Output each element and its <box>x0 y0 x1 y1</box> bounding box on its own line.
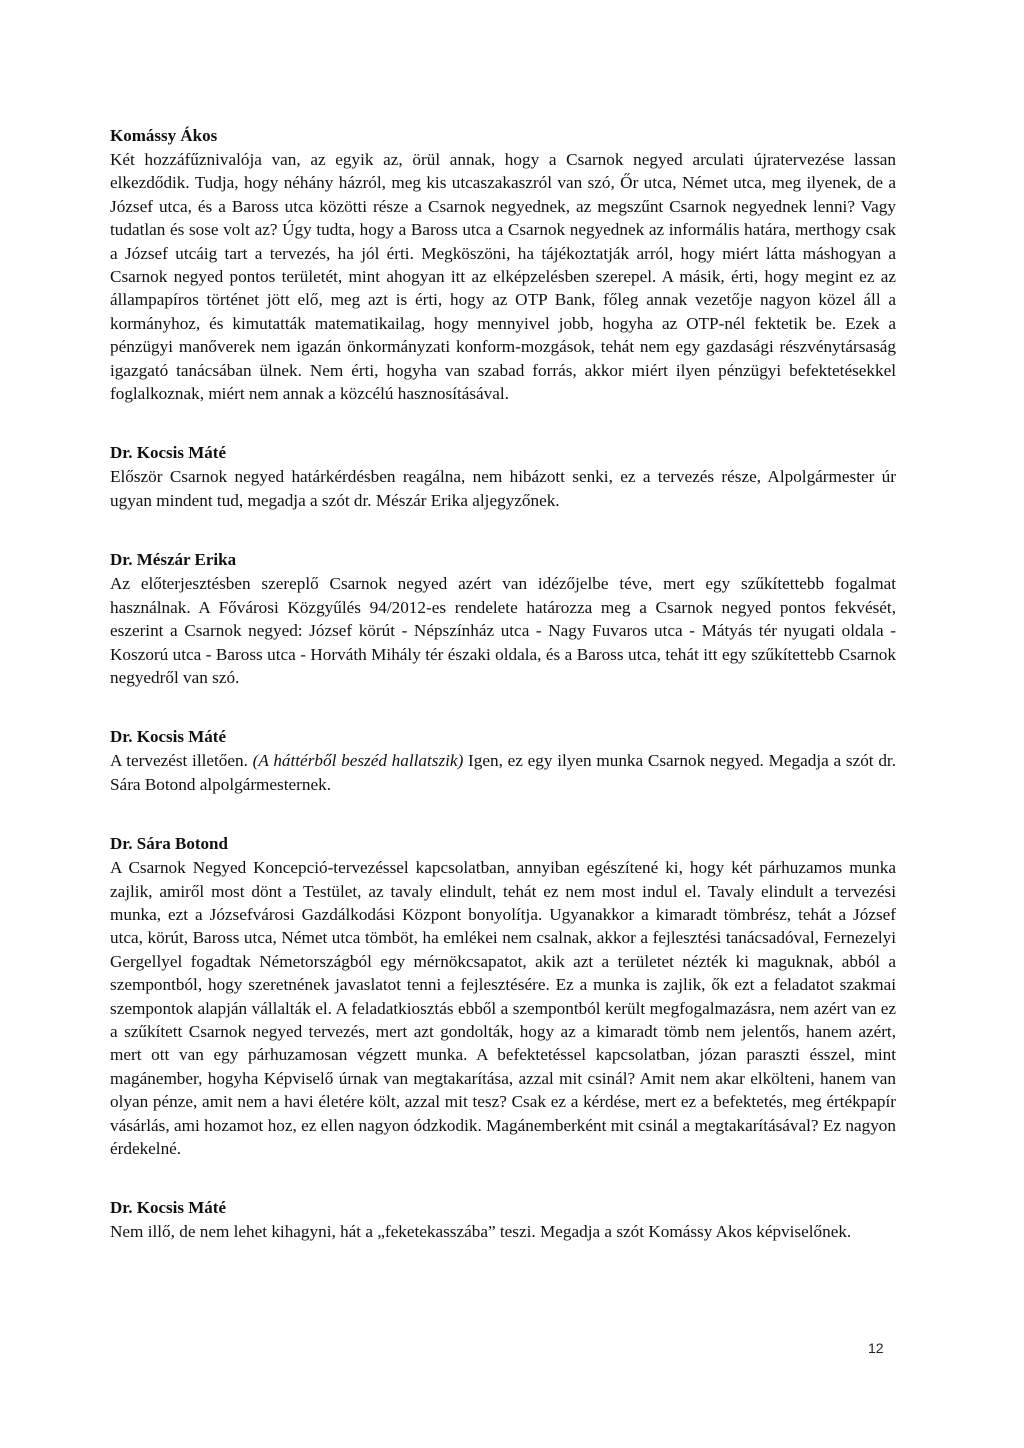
speaker-name: Dr. Sára Botond <box>110 834 228 854</box>
speech-block-kocsis-1 <box>110 441 896 512</box>
document-page <box>110 124 896 1280</box>
speech-text: Két hozzáfűznivalója van, az egyik az, örül annak, hogy a Csarnok negyed arculati újratervezése lassan elkezdődik. Tudja, hogy néhány házról, meg kis utcaszakaszról van szó, Őr utca, Német utca, meg ilyenek, de a József utca, és a Baross utca közötti része a Csarnok negyednek, az megszűnt Csarnok negyednek lenni? Vagy tudatlan és sose volt az? Úgy tudta, hogy a Baross utca a Csarnok negyednek az informális határa, merthogy csak a József utcáig tart a tervezés, ha jól érti. Megköszöni, ha tájékoztatják arról, hogy miért látta máshogyan a Csarnok negyed pontos területét, mint ahogyan itt az elképzelésben szerepel. A másik, érti, hogy megint ez az állampapíros történet jött elő, meg azt is érti, hogy az OTP Bank, főleg annak vezetője nagyon közel áll a kormányhoz, és kimutatták matematikailag, hogy mennyivel jobb, hogyha az OTP-nél fektetik be. Ezek a pénzügyi manőverek nem igazán önkormányzati konform-mozgások, tehát nem egy gazdasági részvénytársaság igazgató tanácsában ülnek. Nem érti, hogyha van szabad forrás, akkor miért ilyen pénzügyi befektetésekkel foglalkoznak, miért nem annak a közcélú hasznosításával. <box>110 150 896 404</box>
speech-block-sara <box>110 832 896 1160</box>
speech-block-komassy <box>110 124 896 405</box>
speech-text: Először Csarnok negyed határkérdésben reagálna, nem hibázott senki, ez a tervezés része, Alpolgármester úr ugyan mindent tud, megadja a szót dr. Mészár Erika aljegyzőnek. <box>110 467 896 510</box>
speech-text: Nem illő, de nem lehet kihagyni, hát a „feketekasszába” teszi. Megadja a szót Komássy Akos képviselőnek. <box>110 1222 852 1242</box>
speech-text: Az előterjesztésben szereplő Csarnok negyed azért van idézőjelbe téve, mert egy szűkítettebb fogalmat használnak. A Fővárosi Közgyűlés 94/2012-es rendelete határozza meg a Csarnok negyed pontos fekvését, eszerint a Csarnok negyed: József körút - Népszínház utca - Nagy Fuvaros utca - Mátyás tér nyugati oldala - Koszorú utca - Baross utca - Horváth Mihály tér északi oldala, és a Baross utca, tehát itt egy szűkítettebb Csarnok negyedről van szó. <box>110 574 896 687</box>
speaker-name: Dr. Kocsis Máté <box>110 727 226 747</box>
speech-block-meszar <box>110 548 896 689</box>
speech-text: A Csarnok Negyed Koncepció-tervezéssel kapcsolatban, annyiban egészítené ki, hogy két párhuzamos munka zajlik, amiről most dönt a Testület, az tavaly elindult, tehát ez nem most indul el. Tavaly elindult a tervezési munka, ezt a Józsefvárosi Gazdálkodási Központ bonyolítja. Ugyanakkor a kimaradt tömbrész, tehát a József utca, körút, Baross utca, Német utca tömböt, ha emlékei nem csalnak, akkor a fejlesztési tanácsadóval, Fernezelyi Gergellyel fogadtak Németországból egy mérnökcsapatot, akik azt a területet nézték ki maguknak, abból a szempontból, hogy szeretnének javaslatot tenni a fejlesztésére. Ez a munka is zajlik, ők ezt a feladatot szakmai szempontok alapján vállalták el. A feladatkiosztás ebből a szempontból került megfogalmazásra, nem azért van ez a szűkített Csarnok negyed tervezés, mert azt gondolták, hogy az a kimaradt tömb nem jelentős, hanem azért, mert ott van egy párhuzamosan végzett munka. A befektetéssel kapcsolatban, józan paraszti ésszel, mint magánember, hogyha Képviselő úrnak van megtakarítása, azzal mit csinál? Amit nem akar elkölteni, hanem van olyan pénze, amit nem a havi életére költ, azzal mit tesz? Csak ez a kérdése, mert ez a befektetés, meg értékpapír vásárlás, ami hozamot hoz, ez ellen nagyon ódzkodik. Magánemberként mit csinál a megtakarításával? Ez nagyon érdekelné. <box>110 858 896 1158</box>
speaker-name: Dr. Kocsis Máté <box>110 1198 226 1218</box>
speech-block-kocsis-2 <box>110 725 896 796</box>
stage-direction: (A háttérből beszéd hallatszik) <box>252 751 464 771</box>
speech-block-kocsis-3 <box>110 1196 896 1243</box>
speaker-name: Dr. Mészár Erika <box>110 550 237 570</box>
speech-text <box>110 749 896 796</box>
speaker-name: Komássy Ákos <box>110 126 218 145</box>
speaker-name: Dr. Kocsis Máté <box>110 443 226 463</box>
speech-text-before: A tervezést illetően. <box>110 751 253 771</box>
page-number: 12 <box>868 1340 884 1356</box>
speech-text-after: Igen, ez egy ilyen munka Csarnok negyed. Megadja a szót dr. Sára Botond alpolgármesternek. <box>110 751 896 794</box>
